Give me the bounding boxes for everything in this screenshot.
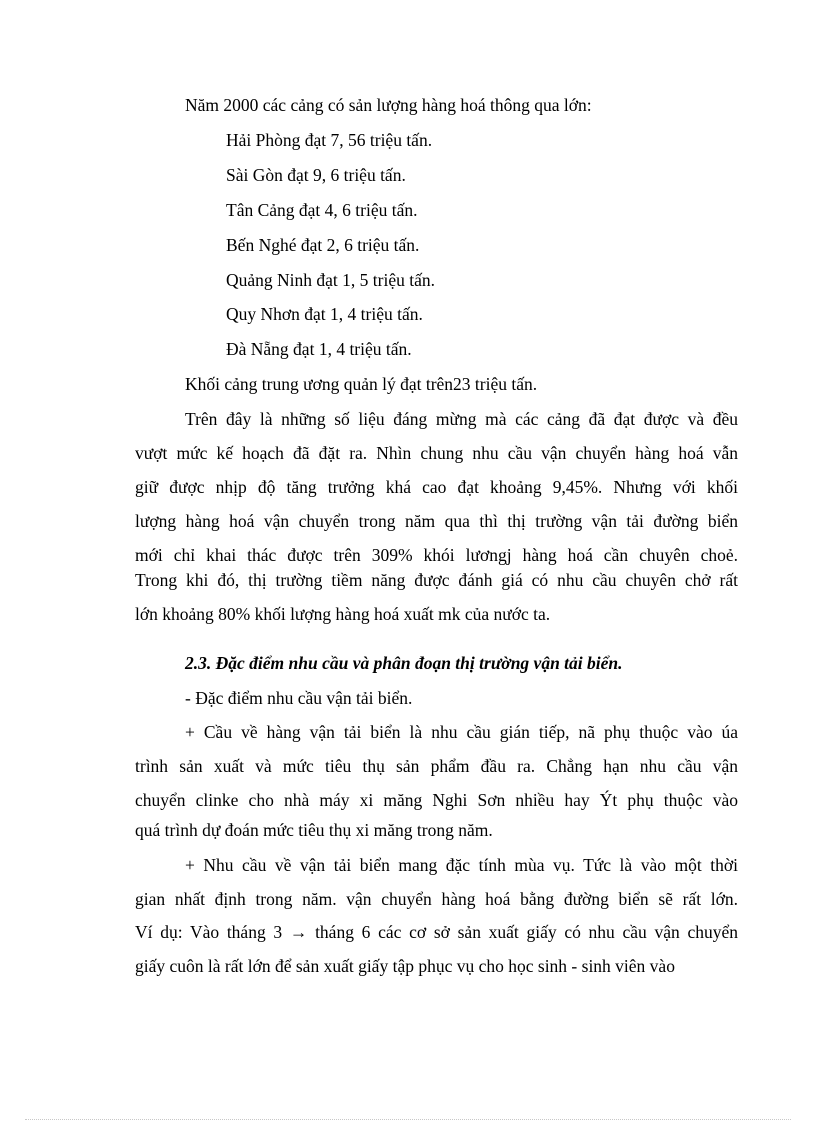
port-line: Hải Phòng đạt 7, 56 triệu tấn. [226, 130, 433, 150]
intro-line: Năm 2000 các cảng có sản lượng hàng hoá thông qua lớn: [185, 95, 592, 115]
central-ports-line: Khối cảng trung ương quản lý đạt trên23 triệu tấn. [185, 374, 538, 394]
port-line: Tân Cảng đạt 4, 6 triệu tấn. [226, 200, 418, 220]
port-line: Quy Nhơn đạt 1, 4 triệu tấn. [226, 304, 423, 324]
port-line: Đà Nẵng đạt 1, 4 triệu tấn. [226, 339, 412, 359]
paragraph-line: lượng hàng hoá vận chuyển trong năm qua thì thị trường vận tải đường biển [135, 511, 738, 531]
paragraph-line: Trên đây là những số liệu đáng mừng mà các cảng đã đạt được và đều [185, 409, 738, 429]
paragraph-line: vượt mức kế hoạch đã đặt ra. Nhìn chung nhu cầu vận chuyển hàng hoá vẫn [135, 443, 738, 463]
page-bottom-divider [25, 1119, 791, 1120]
section-heading: 2.3. Đặc điểm nhu cầu và phân đoạn thị trường vận tải biển. [185, 653, 623, 673]
paragraph-line: lớn khoảng 80% khối lượng hàng hoá xuất mk của nước ta. [135, 604, 551, 624]
paragraph-line: + Cầu về hàng vận tải biển là nhu cầu gián tiếp, nã phụ thuộc vào úa [185, 722, 738, 742]
paragraph-line: quá trình dự đoán mức tiêu thụ xi măng trong năm. [135, 820, 493, 840]
subheading: - Đặc điểm nhu cầu vận tải biển. [185, 688, 413, 708]
paragraph-line: Ví dụ: Vào tháng 3 → tháng 6 các cơ sở sản xuất giấy có nhu cầu vận chuyển [135, 922, 738, 942]
paragraph-line: trình sản xuất và mức tiêu thụ sản phẩm đầu ra. Chẳng hạn nhu cầu vận [135, 756, 738, 776]
paragraph-line: chuyển clinke cho nhà máy xi măng Nghi Sơn nhiều hay Ýt phụ thuộc vào [135, 790, 738, 810]
paragraph-line: + Nhu cầu về vận tải biển mang đặc tính mùa vụ. Tức là vào một thời [185, 855, 738, 875]
port-line: Bến Nghé đạt 2, 6 triệu tấn. [226, 235, 420, 255]
paragraph-line: Trong khi đó, thị trường tiềm năng được đánh giá có nhu cầu chuyên chở rất [135, 570, 738, 590]
port-line: Sài Gòn đạt 9, 6 triệu tấn. [226, 165, 406, 185]
paragraph-line: mới chỉ khai thác được trên 309% khói lươngj hàng hoá cần chuyên choẻ. [135, 545, 738, 565]
paragraph-line: giấy cuôn là rất lớn để sản xuất giấy tập phục vụ cho học sinh - sinh viên vào [135, 956, 675, 976]
port-line: Quảng Ninh đạt 1, 5 triệu tấn. [226, 270, 435, 290]
paragraph-line: gian nhất định trong năm. vận chuyển hàng hoá bằng đường biển sẽ rất lớn. [135, 889, 738, 909]
paragraph-line: giữ được nhịp độ tăng trưởng khá cao đạt khoảng 9,45%. Nhưng với khối [135, 477, 738, 497]
